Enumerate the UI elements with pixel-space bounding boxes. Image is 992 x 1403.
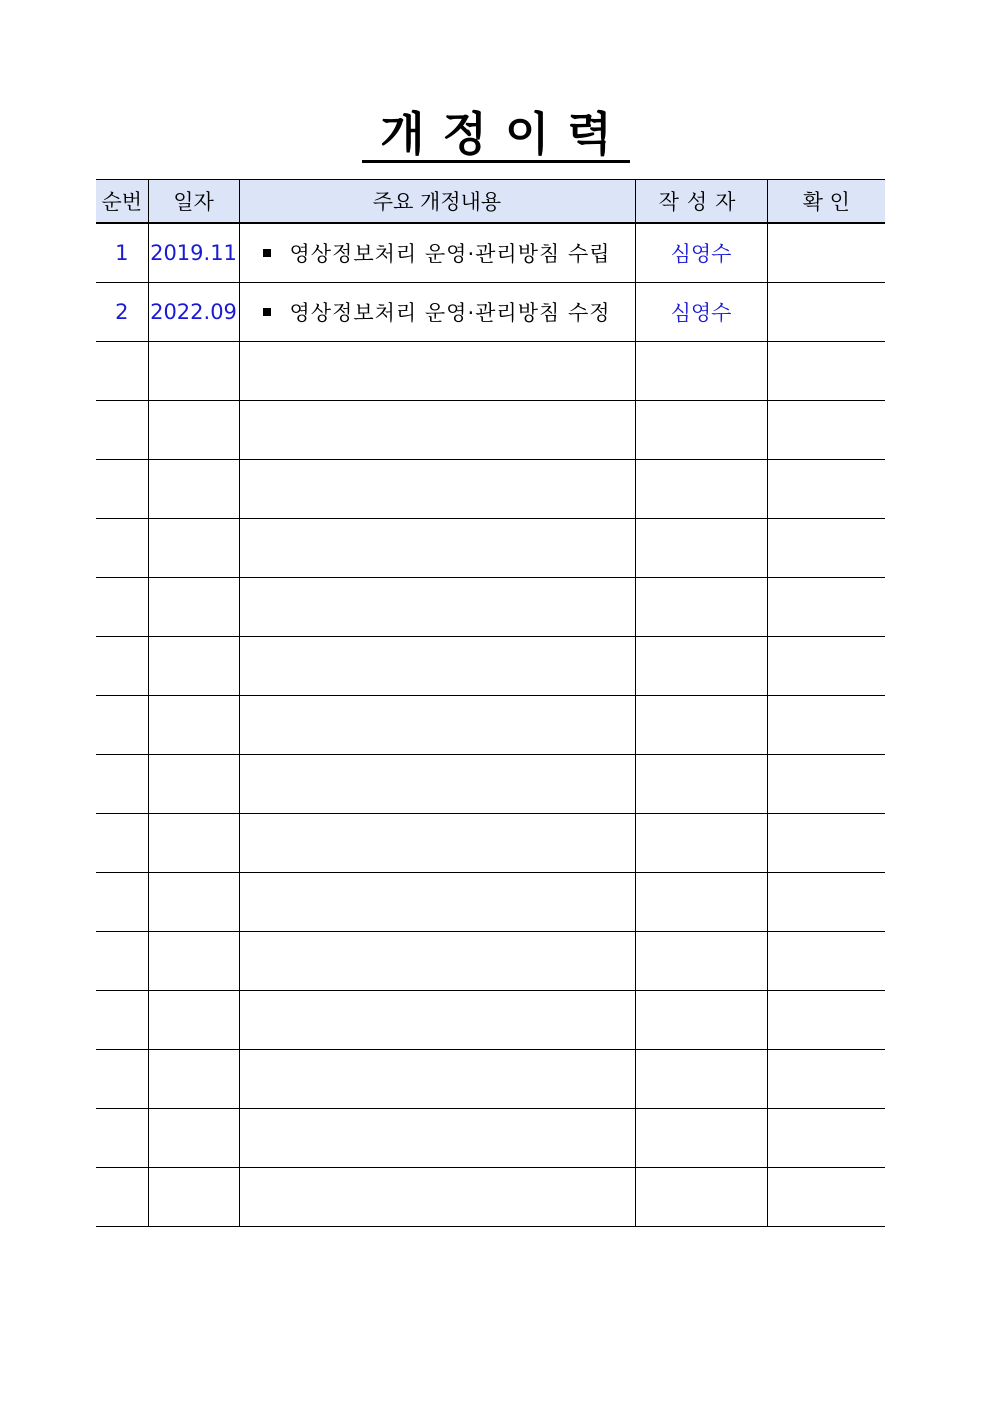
- row-content[interactable]: [239, 519, 635, 578]
- row-confirm[interactable]: [767, 873, 885, 932]
- row-author[interactable]: [635, 1050, 767, 1109]
- header-author: 작성자: [635, 180, 767, 224]
- row-content[interactable]: [239, 637, 635, 696]
- row-content[interactable]: [239, 460, 635, 519]
- row-no[interactable]: [96, 519, 148, 578]
- row-confirm[interactable]: [767, 991, 885, 1050]
- row-author[interactable]: [635, 460, 767, 519]
- table-row: [96, 1050, 885, 1109]
- row-author[interactable]: [635, 1109, 767, 1168]
- row-date[interactable]: [148, 460, 239, 519]
- row-no[interactable]: [96, 1050, 148, 1109]
- table-row: [96, 578, 885, 637]
- row-no[interactable]: [96, 991, 148, 1050]
- row-content[interactable]: [239, 1050, 635, 1109]
- row-date: 2022.09: [148, 283, 239, 342]
- row-content[interactable]: [239, 814, 635, 873]
- row-confirm[interactable]: [767, 696, 885, 755]
- table-row: [96, 223, 885, 283]
- header-date: 일자: [148, 180, 239, 224]
- row-date[interactable]: [148, 755, 239, 814]
- row-confirm[interactable]: [767, 1050, 885, 1109]
- row-no[interactable]: [96, 755, 148, 814]
- row-confirm[interactable]: [767, 932, 885, 991]
- row-confirm[interactable]: [767, 401, 885, 460]
- row-content[interactable]: [239, 755, 635, 814]
- row-author[interactable]: [635, 342, 767, 401]
- row-date[interactable]: [148, 519, 239, 578]
- row-author[interactable]: [635, 932, 767, 991]
- square-bullet-icon: [263, 249, 271, 257]
- row-confirm[interactable]: [767, 283, 885, 342]
- table-row: [96, 1168, 885, 1227]
- row-content: [239, 223, 635, 283]
- row-date[interactable]: [148, 1168, 239, 1227]
- row-content[interactable]: [239, 1109, 635, 1168]
- row-date[interactable]: [148, 991, 239, 1050]
- row-date[interactable]: [148, 1050, 239, 1109]
- row-author[interactable]: [635, 814, 767, 873]
- row-no[interactable]: [96, 1168, 148, 1227]
- header-content: 주요 개정내용: [239, 180, 635, 224]
- row-confirm[interactable]: [767, 578, 885, 637]
- row-author[interactable]: [635, 1168, 767, 1227]
- row-no[interactable]: [96, 401, 148, 460]
- row-content[interactable]: [239, 932, 635, 991]
- row-confirm[interactable]: [767, 519, 885, 578]
- table-row: [96, 283, 885, 342]
- row-confirm[interactable]: [767, 637, 885, 696]
- table-header-row: [96, 180, 885, 224]
- row-author[interactable]: [635, 578, 767, 637]
- row-confirm[interactable]: [767, 342, 885, 401]
- row-date[interactable]: [148, 342, 239, 401]
- row-no[interactable]: [96, 342, 148, 401]
- row-date[interactable]: [148, 578, 239, 637]
- table-row: [96, 1109, 885, 1168]
- table-row: [96, 932, 885, 991]
- row-content: [239, 283, 635, 342]
- row-content[interactable]: [239, 342, 635, 401]
- row-content-text: 영상정보처리 운영·관리방침 수립: [289, 242, 611, 266]
- row-confirm[interactable]: [767, 1168, 885, 1227]
- row-author[interactable]: [635, 519, 767, 578]
- row-content-text: 영상정보처리 운영·관리방침 수정: [289, 301, 611, 325]
- row-author[interactable]: [635, 755, 767, 814]
- row-date[interactable]: [148, 932, 239, 991]
- row-date: 2019.11: [148, 223, 239, 283]
- row-author[interactable]: [635, 696, 767, 755]
- row-confirm[interactable]: [767, 223, 885, 283]
- row-no[interactable]: [96, 460, 148, 519]
- page-title: 개정이력: [0, 104, 992, 164]
- table-row: [96, 755, 885, 814]
- table-row: [96, 696, 885, 755]
- table-row: [96, 637, 885, 696]
- row-author[interactable]: [635, 637, 767, 696]
- row-confirm[interactable]: [767, 755, 885, 814]
- row-no[interactable]: [96, 637, 148, 696]
- row-date[interactable]: [148, 401, 239, 460]
- row-content[interactable]: [239, 401, 635, 460]
- row-date[interactable]: [148, 873, 239, 932]
- revision-history-table: [96, 179, 885, 1227]
- square-bullet-icon: [263, 308, 271, 316]
- row-author[interactable]: [635, 401, 767, 460]
- table-row: [96, 873, 885, 932]
- row-author[interactable]: [635, 873, 767, 932]
- row-confirm[interactable]: [767, 460, 885, 519]
- row-content[interactable]: [239, 578, 635, 637]
- row-date[interactable]: [148, 814, 239, 873]
- row-no[interactable]: [96, 814, 148, 873]
- table-row: [96, 401, 885, 460]
- row-no[interactable]: [96, 578, 148, 637]
- table-row: [96, 519, 885, 578]
- table-row: [96, 814, 885, 873]
- row-confirm[interactable]: [767, 814, 885, 873]
- row-no[interactable]: [96, 873, 148, 932]
- row-no: 2: [96, 283, 148, 342]
- row-no[interactable]: [96, 932, 148, 991]
- row-no: 1: [96, 223, 148, 283]
- header-confirm: 확 인: [767, 180, 885, 224]
- row-content[interactable]: [239, 873, 635, 932]
- row-date[interactable]: [148, 1109, 239, 1168]
- row-date[interactable]: [148, 696, 239, 755]
- header-no: 순번: [96, 180, 148, 224]
- row-content[interactable]: [239, 991, 635, 1050]
- row-content[interactable]: [239, 1168, 635, 1227]
- table-row: [96, 460, 885, 519]
- row-content[interactable]: [239, 696, 635, 755]
- row-author: 심영수: [635, 223, 767, 283]
- row-confirm[interactable]: [767, 1109, 885, 1168]
- row-no[interactable]: [96, 696, 148, 755]
- table-row: [96, 342, 885, 401]
- row-author: 심영수: [635, 283, 767, 342]
- row-date[interactable]: [148, 637, 239, 696]
- row-no[interactable]: [96, 1109, 148, 1168]
- row-author[interactable]: [635, 991, 767, 1050]
- table-row: [96, 991, 885, 1050]
